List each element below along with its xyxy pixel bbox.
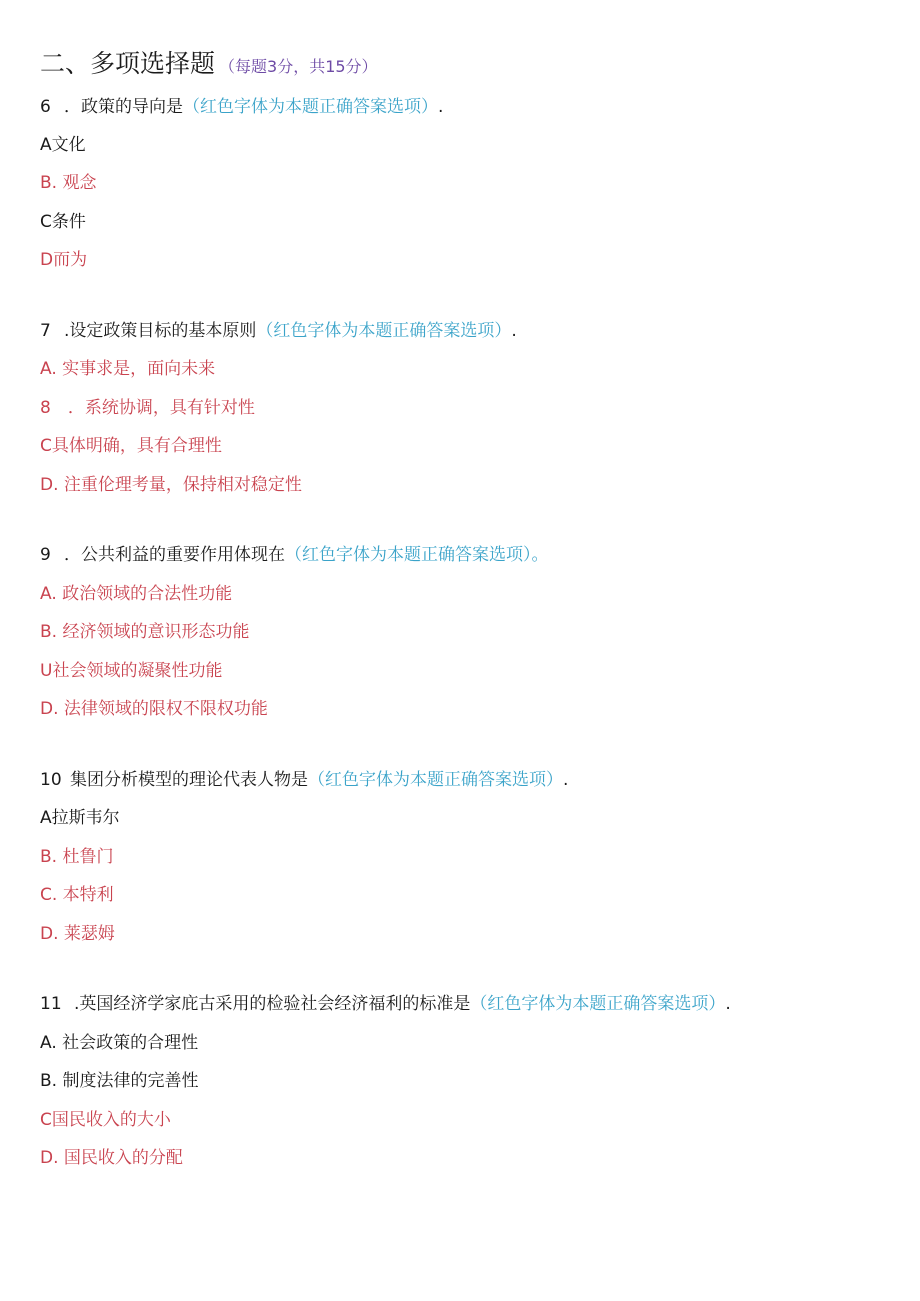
section-title-points: （每题3分，共15分） <box>219 57 378 76</box>
question-number: 6 <box>40 97 51 117</box>
option-11-b: B. 制度法律的完善性 <box>40 1071 199 1091</box>
question-end: . <box>438 97 444 117</box>
option-11-c: C国民收入的大小 <box>40 1110 171 1130</box>
question-6-stem <box>40 96 443 118</box>
option-7-a: A. 实事求是，面向未来 <box>40 359 216 379</box>
option-10-d: D. 莱瑟姆 <box>40 924 115 944</box>
question-7-stem <box>40 320 517 342</box>
answer-hint: （红色字体为本题正确答案选项） <box>183 97 438 117</box>
option-11-d: D. 国民收入的分配 <box>40 1148 183 1168</box>
question-end: . <box>511 321 517 341</box>
option-10-b: B. 杜鲁门 <box>40 847 114 867</box>
question-number: 9 <box>40 545 51 565</box>
option-6-c: C条件 <box>40 212 86 232</box>
option-7-b: 8 ．系统协调，具有针对性 <box>40 398 255 418</box>
option-6-b: B. 观念 <box>40 173 97 193</box>
option-9-d: D. 法律领域的限权不限权功能 <box>40 699 268 719</box>
question-text: ．公共利益的重要作用体现在 <box>64 545 285 565</box>
question-end: 。 <box>531 545 549 565</box>
question-number: 11 <box>40 994 62 1014</box>
answer-hint: （红色字体为本题正确答案选项） <box>308 770 563 790</box>
section-title-main: 二、多项选择题 <box>40 49 216 78</box>
question-end: . <box>563 770 569 790</box>
option-11-a: A. 社会政策的合理性 <box>40 1033 199 1053</box>
question-end: . <box>725 994 731 1014</box>
option-7-d: D. 注重伦理考量，保持相对稳定性 <box>40 475 302 495</box>
answer-hint: （红色字体为本题正确答案选项） <box>285 545 532 565</box>
question-9-stem <box>40 544 549 566</box>
question-number: 7 <box>40 321 51 341</box>
option-9-c: U社会领域的凝聚性功能 <box>40 661 223 681</box>
option-10-a: A拉斯韦尔 <box>40 808 120 828</box>
option-6-a: A文化 <box>40 135 86 155</box>
question-text: .设定政策目标的基本原则 <box>64 321 257 341</box>
answer-hint: （红色字体为本题正确答案选项） <box>470 994 726 1014</box>
question-text: 集团分析模型的理论代表人物是 <box>70 770 308 790</box>
question-text: ．政策的导向是 <box>64 97 183 117</box>
section-title <box>40 44 378 80</box>
question-10-stem <box>40 769 568 791</box>
question-text: .英国经济学家庇古采用的检验社会经济福利的标准是 <box>74 994 471 1014</box>
option-9-a: A. 政治领域的合法性功能 <box>40 584 233 604</box>
option-10-c: C. 本特利 <box>40 885 114 905</box>
option-6-d: D而为 <box>40 250 88 270</box>
answer-hint: （红色字体为本题正确答案选项） <box>256 321 512 341</box>
question-number: 10 <box>40 770 62 790</box>
question-11-stem <box>40 993 731 1015</box>
option-7-c: C具体明确，具有合理性 <box>40 436 222 456</box>
option-9-b: B. 经济领域的意识形态功能 <box>40 622 250 642</box>
